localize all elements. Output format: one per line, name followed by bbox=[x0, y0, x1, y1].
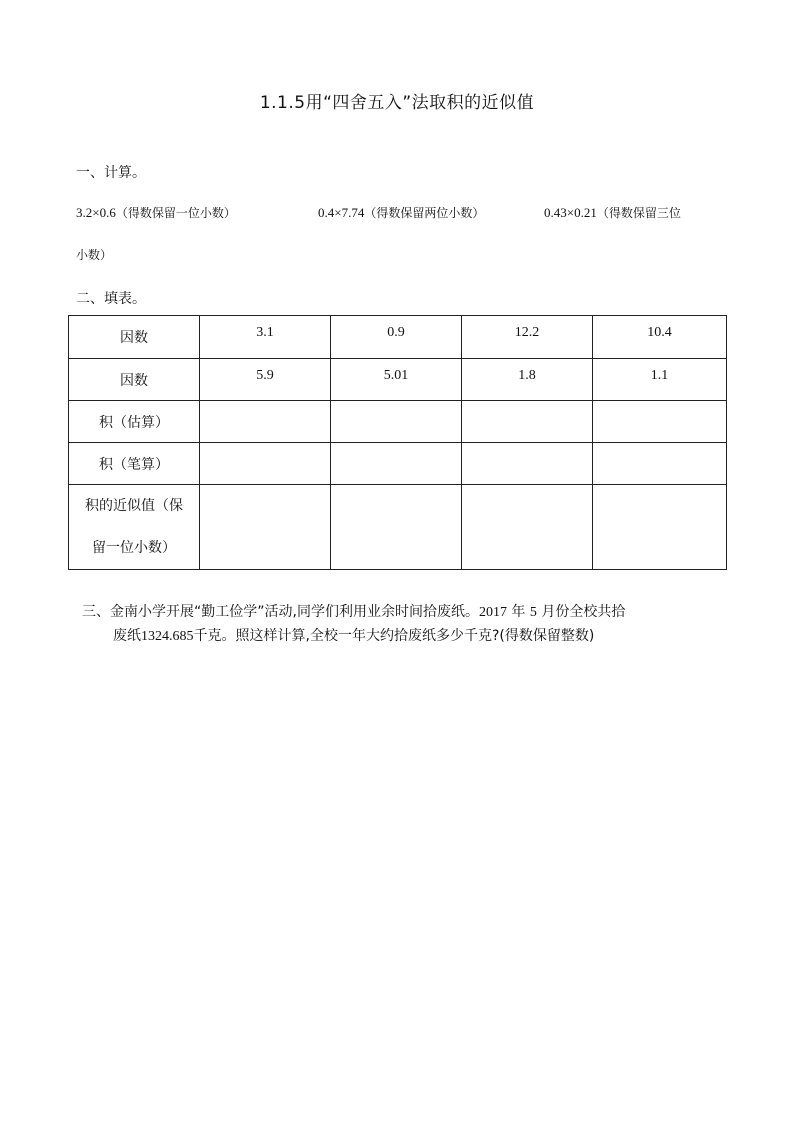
table-row bbox=[69, 443, 727, 485]
question-3-text: 月份全校共拾 bbox=[541, 604, 626, 620]
problem-1-expression: 3.2×0.6 bbox=[76, 205, 116, 220]
factor-cell: 3.1 bbox=[200, 316, 331, 359]
answer-cell[interactable] bbox=[331, 485, 462, 570]
problem-3-wrap: 小数） bbox=[76, 248, 113, 262]
row-label-line-2: 留一位小数） bbox=[92, 540, 176, 556]
row-label bbox=[69, 485, 200, 570]
question-3-line-2 bbox=[113, 625, 594, 645]
question-3-line-1 bbox=[82, 601, 625, 621]
answer-cell[interactable] bbox=[200, 401, 331, 443]
problem-3-note: （得数保留三位 bbox=[596, 206, 681, 220]
answer-cell[interactable] bbox=[200, 443, 331, 485]
problem-2 bbox=[318, 204, 484, 221]
factor-cell: 1.8 bbox=[462, 359, 593, 401]
answer-cell[interactable] bbox=[331, 401, 462, 443]
problem-3-expression: 0.43×0.21 bbox=[544, 205, 597, 220]
problem-2-expression: 0.4×7.74 bbox=[318, 205, 365, 220]
section-1-heading: 一、计算。 bbox=[76, 165, 146, 181]
question-3-text: 千克。照这样计算,全校一年大约拾废纸多少千克?(得数保留整数) bbox=[193, 628, 595, 644]
factor-cell: 12.2 bbox=[462, 316, 593, 359]
question-3-text: 废纸 bbox=[113, 628, 141, 644]
row-label-line-1: 积的近似值（保 bbox=[85, 498, 183, 514]
problem-1-note: （得数保留一位小数） bbox=[115, 206, 236, 220]
factor-cell: 10.4 bbox=[593, 316, 727, 359]
problem-3 bbox=[544, 204, 681, 221]
row-label: 积（笔算） bbox=[69, 443, 200, 485]
answer-cell[interactable] bbox=[331, 443, 462, 485]
answer-cell[interactable] bbox=[593, 401, 727, 443]
table-row bbox=[69, 401, 727, 443]
section-2-heading: 二、填表。 bbox=[76, 291, 146, 307]
question-3-month: 5 bbox=[529, 605, 537, 620]
row-label: 积（估算） bbox=[69, 401, 200, 443]
page-title: 1.1.5用“四舍五入”法取积的近似值 bbox=[259, 93, 535, 113]
question-3-text: 年 bbox=[511, 604, 526, 620]
answer-cell[interactable] bbox=[462, 401, 593, 443]
factor-cell: 0.9 bbox=[331, 316, 462, 359]
answer-cell[interactable] bbox=[593, 485, 727, 570]
answer-cell[interactable] bbox=[593, 443, 727, 485]
row-label: 因数 bbox=[69, 316, 200, 359]
question-3-amount: 1324.685 bbox=[141, 629, 194, 644]
fill-in-table bbox=[68, 315, 727, 570]
factor-cell: 5.9 bbox=[200, 359, 331, 401]
answer-cell[interactable] bbox=[200, 485, 331, 570]
table-row bbox=[69, 485, 727, 570]
answer-cell[interactable] bbox=[462, 443, 593, 485]
answer-cell[interactable] bbox=[462, 485, 593, 570]
factor-cell: 5.01 bbox=[331, 359, 462, 401]
problem-2-note: （得数保留两位小数） bbox=[364, 206, 485, 220]
table-row bbox=[69, 316, 727, 359]
question-3-year: 2017 bbox=[478, 605, 507, 620]
question-3-text: 三、金南小学开展“勤工俭学”活动,同学们利用业余时间拾废纸。 bbox=[82, 604, 479, 620]
row-label: 因数 bbox=[69, 359, 200, 401]
problem-1 bbox=[76, 204, 236, 221]
factor-cell: 1.1 bbox=[593, 359, 727, 401]
table-row bbox=[69, 359, 727, 401]
